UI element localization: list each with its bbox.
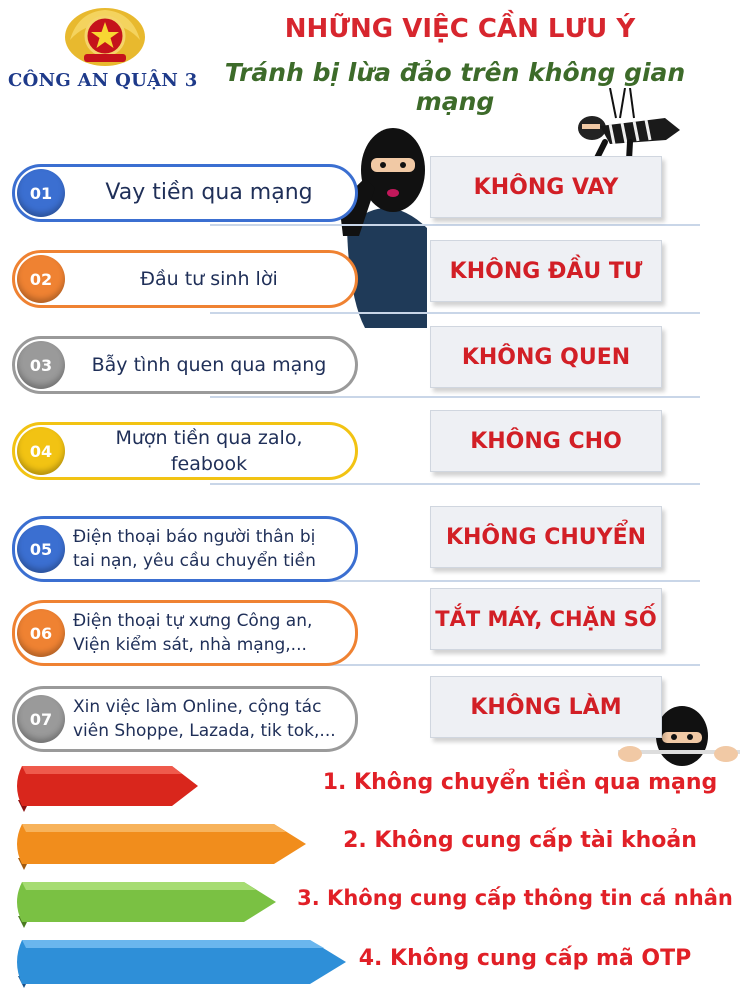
rule-3: 3. Không cung cấp thông tin cá nhân	[297, 886, 733, 910]
rule-2: 2. Không cung cấp tài khoản	[343, 828, 697, 853]
item-text-line: tai nạn, yêu cầu chuyển tiền	[73, 551, 316, 571]
item-number-badge: 05	[17, 525, 65, 573]
row-divider	[210, 396, 700, 398]
list-item	[12, 164, 358, 222]
blue-ribbon	[12, 934, 352, 994]
item-text-line: Xin việc làm Online, cộng tác	[73, 697, 322, 717]
orange-ribbon	[12, 818, 312, 876]
item-number-badge: 04	[17, 427, 65, 475]
item-number-badge: 07	[17, 695, 65, 743]
action-label: TẮT MÁY, CHẶN SỐ	[430, 588, 662, 650]
page-title: NHỮNG VIỆC CẦN LƯU Ý	[284, 14, 636, 44]
list-item	[12, 600, 358, 666]
red-ribbon	[12, 760, 202, 818]
list-item	[12, 336, 358, 394]
row-divider	[210, 224, 700, 226]
item-text: Vay tiền qua mạng	[105, 180, 313, 205]
list-item	[12, 250, 358, 308]
action-label: KHÔNG LÀM	[430, 676, 662, 738]
list-item	[12, 422, 358, 480]
action-label: KHÔNG ĐẦU TƯ	[430, 240, 662, 302]
item-text: Bẫy tình quen qua mạng	[91, 354, 327, 376]
list-item	[12, 516, 358, 582]
item-text	[73, 609, 341, 657]
item-number-badge: 06	[17, 609, 65, 657]
rule-1: 1. Không chuyển tiền qua mạng	[322, 770, 718, 795]
item-text-line: viên Shoppe, Lazada, tik tok,...	[73, 721, 336, 741]
action-label: KHÔNG CHUYỂN	[430, 506, 662, 568]
item-text-line: Viện kiểm sát, nhà mạng,...	[73, 635, 307, 655]
item-number-badge: 02	[17, 255, 65, 303]
rule-4: 4. Không cung cấp mã OTP	[358, 946, 692, 971]
action-label: KHÔNG CHO	[430, 410, 662, 472]
action-label: KHÔNG QUEN	[430, 326, 662, 388]
org-name: CÔNG AN QUẬN 3	[8, 70, 198, 91]
police-emblem-icon	[62, 6, 148, 68]
item-number-badge: 03	[17, 341, 65, 389]
item-text	[73, 525, 341, 573]
row-divider	[210, 312, 700, 314]
green-ribbon	[12, 876, 282, 934]
item-text-line: Điện thoại báo người thân bị	[73, 527, 316, 547]
item-text: Mượn tiền qua zalo, feabook	[115, 427, 303, 475]
list-item	[12, 686, 358, 752]
page-subtitle: Tránh bị lừa đảo trên không gian mạng	[224, 58, 686, 116]
item-text	[73, 695, 341, 743]
item-text: Đầu tư sinh lời	[140, 268, 278, 290]
action-label: KHÔNG VAY	[430, 156, 662, 218]
item-text-line: Điện thoại tự xưng Công an,	[73, 611, 313, 631]
item-number-badge: 01	[17, 169, 65, 217]
row-divider	[210, 483, 700, 485]
